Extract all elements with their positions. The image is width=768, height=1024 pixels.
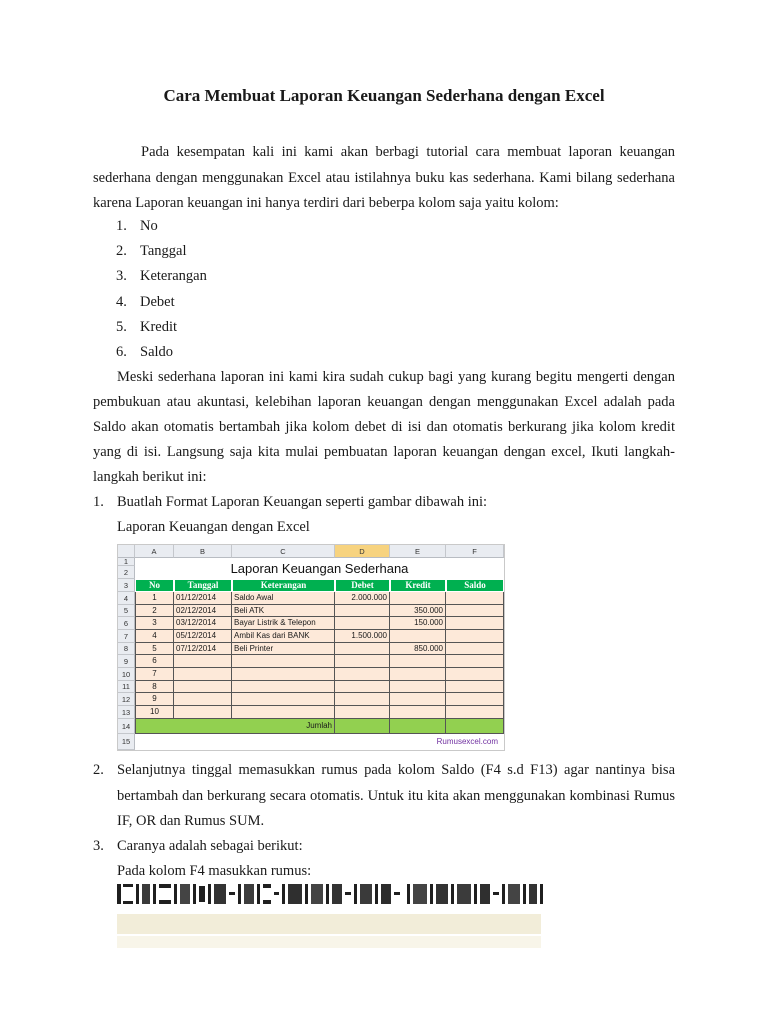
- table-cell[interactable]: [446, 617, 504, 630]
- column-header-c[interactable]: C: [232, 545, 335, 558]
- row-header[interactable]: 15: [118, 734, 135, 750]
- table-cell[interactable]: 350.000: [390, 605, 446, 617]
- row-header[interactable]: 8: [118, 643, 135, 655]
- table-cell[interactable]: [174, 706, 232, 719]
- step-text: Caranya adalah sebagai berikut:: [117, 838, 303, 854]
- table-cell[interactable]: [335, 617, 390, 630]
- table-cell[interactable]: 850.000: [390, 643, 446, 655]
- step-text: Buatlah Format Laporan Keuangan seperti gambar dibawah ini:: [117, 494, 488, 510]
- list-number: 6.: [116, 343, 127, 360]
- table-cell[interactable]: 1.500.000: [335, 630, 390, 643]
- intro-paragraph: Pada kesempatan kali ini kami akan berbagi tutorial cara membuat laporan keuangan sederhana dengan menggunakan Excel atau istilahnya buku kas sederhana. Kami bilang sederhana karena Laporan keuangan ini hanya terdiri dari beberpa kolom saja yaitu kolom:: [93, 144, 675, 211]
- row-header[interactable]: 12: [118, 693, 135, 706]
- table-cell[interactable]: [335, 693, 390, 706]
- row-header[interactable]: 9: [118, 655, 135, 668]
- table-cell[interactable]: 2: [135, 605, 174, 617]
- table-cell[interactable]: [390, 693, 446, 706]
- row-header[interactable]: 3: [118, 579, 135, 592]
- formula-intro-text: Pada kolom F4 masukkan rumus:: [117, 863, 312, 879]
- jumlah-value-cell[interactable]: [446, 719, 504, 734]
- table-cell[interactable]: 05/12/2014: [174, 630, 232, 643]
- list-label: Saldo: [140, 343, 174, 360]
- table-cell[interactable]: 5: [135, 643, 174, 655]
- list-label: No: [140, 218, 158, 234]
- table-header-cell[interactable]: Saldo: [446, 579, 504, 592]
- row-header[interactable]: 10: [118, 668, 135, 681]
- table-cell[interactable]: [446, 706, 504, 719]
- table-cell[interactable]: [390, 655, 446, 668]
- step-number: 2.: [93, 762, 104, 778]
- table-header-cell[interactable]: No: [135, 579, 174, 592]
- table-header-cell[interactable]: Keterangan: [232, 579, 335, 592]
- table-cell[interactable]: [335, 643, 390, 655]
- table-cell[interactable]: [174, 668, 232, 681]
- table-cell[interactable]: Beli Printer: [232, 643, 335, 655]
- spreadsheet-image: [117, 544, 505, 751]
- row-header[interactable]: 4: [118, 592, 135, 605]
- jumlah-value-cell[interactable]: [335, 719, 390, 734]
- table-cell[interactable]: [335, 681, 390, 693]
- table-cell[interactable]: [446, 693, 504, 706]
- table-cell[interactable]: 10: [135, 706, 174, 719]
- list-number: 2.: [116, 243, 127, 260]
- table-cell[interactable]: [446, 605, 504, 617]
- row-header[interactable]: 14: [118, 719, 135, 734]
- table-cell[interactable]: [446, 643, 504, 655]
- table-cell[interactable]: [232, 681, 335, 693]
- step-number: 1.: [93, 494, 104, 510]
- list-label: Tanggal: [140, 243, 187, 260]
- table-cell[interactable]: [335, 668, 390, 681]
- list-number: 4.: [116, 293, 127, 310]
- document-title: Cara Membuat Laporan Keuangan Sederhana dengan Excel: [163, 86, 605, 105]
- table-cell[interactable]: 9: [135, 693, 174, 706]
- list-label: Keterangan: [140, 268, 207, 285]
- row-header[interactable]: 1: [118, 558, 135, 566]
- figure-caption: Laporan Keuangan dengan Excel: [117, 519, 310, 535]
- step-1: [93, 490, 675, 515]
- table-cell[interactable]: [446, 668, 504, 681]
- row-header[interactable]: 2: [118, 566, 135, 579]
- table-cell[interactable]: [174, 655, 232, 668]
- list-label: Kredit: [140, 318, 178, 335]
- table-cell[interactable]: Bayar Listrik & Telepon: [232, 617, 335, 630]
- table-cell[interactable]: [232, 655, 335, 668]
- list-label: Debet: [140, 293, 175, 310]
- table-cell[interactable]: [232, 668, 335, 681]
- table-cell[interactable]: 02/12/2014: [174, 605, 232, 617]
- step-number: 3.: [93, 838, 104, 854]
- table-cell[interactable]: [390, 681, 446, 693]
- table-cell[interactable]: 4: [135, 630, 174, 643]
- row-header[interactable]: 11: [118, 681, 135, 693]
- sheet-title: Laporan Keuangan Sederhana: [230, 561, 409, 576]
- table-cell[interactable]: Ambil Kas dari BANK: [232, 630, 335, 643]
- table-header-cell[interactable]: Tanggal: [174, 579, 232, 592]
- table-cell[interactable]: 8: [135, 681, 174, 693]
- jumlah-value-cell[interactable]: [390, 719, 446, 734]
- table-cell[interactable]: [390, 668, 446, 681]
- table-cell[interactable]: 6: [135, 655, 174, 668]
- table-cell[interactable]: [390, 592, 446, 605]
- list-number: 3.: [116, 268, 127, 285]
- table-cell[interactable]: [174, 681, 232, 693]
- table-cell[interactable]: Beli ATK: [232, 605, 335, 617]
- column-header-a[interactable]: A: [135, 545, 174, 558]
- table-cell[interactable]: [446, 592, 504, 605]
- column-header-d[interactable]: D: [335, 545, 390, 558]
- table-cell[interactable]: 07/12/2014: [174, 643, 232, 655]
- step-text: Selanjutnya tinggal memasukkan rumus pada kolom Saldo (F4 s.d F13) agar nantinya bisa bertambah dan berkurang secara otomatis. Untuk itu kita akan menggunakan kombinasi Rumus IF, OR dan Rumus SUM.: [117, 762, 675, 829]
- table-cell[interactable]: [446, 655, 504, 668]
- step-2: [93, 758, 675, 835]
- table-cell[interactable]: Saldo Awal: [232, 592, 335, 605]
- row-header[interactable]: 5: [118, 605, 135, 617]
- table-header-cell[interactable]: Debet: [335, 579, 390, 592]
- column-header-f[interactable]: F: [446, 545, 504, 558]
- row-header[interactable]: 13: [118, 706, 135, 719]
- table-cell[interactable]: [390, 706, 446, 719]
- table-cell[interactable]: 150.000: [390, 617, 446, 630]
- row-header[interactable]: 7: [118, 630, 135, 643]
- list-number: 1.: [116, 218, 127, 234]
- table-cell[interactable]: 1: [135, 592, 174, 605]
- list-number: 5.: [116, 318, 127, 335]
- column-header-b[interactable]: B: [174, 545, 232, 558]
- table-cell[interactable]: 7: [135, 668, 174, 681]
- table-cell[interactable]: 03/12/2014: [174, 617, 232, 630]
- row-header[interactable]: 6: [118, 617, 135, 630]
- table-cell[interactable]: [390, 630, 446, 643]
- step-3: [93, 834, 675, 859]
- source-credit: Rumusexcel.com: [436, 737, 498, 746]
- column-header-e[interactable]: E: [390, 545, 446, 558]
- jumlah-label-cell[interactable]: Jumlah: [135, 719, 335, 734]
- table-cell[interactable]: [446, 681, 504, 693]
- table-cell[interactable]: 2.000.000: [335, 592, 390, 605]
- table-cell[interactable]: [446, 630, 504, 643]
- body-paragraph: Meski sederhana laporan ini kami kira sudah cukup bagi yang kurang begitu mengerti dengan pembukuan atau akuntasi, kelebihan laporan keuangan dengan menggunakan Excel adalah pada Saldo akan otomatis bertambah jika kolom debet di isi dan otomatis berkurang jika kolom kredit yang di isi. Langsung saja kita mulai pembuatan laporan keuangan dengan excel, Ikuti langkah-langkah berikut ini:: [93, 369, 675, 485]
- table-cell[interactable]: [335, 655, 390, 668]
- table-cell[interactable]: [335, 605, 390, 617]
- table-cell[interactable]: [174, 693, 232, 706]
- table-cell[interactable]: 3: [135, 617, 174, 630]
- table-cell[interactable]: [232, 706, 335, 719]
- table-cell[interactable]: [232, 693, 335, 706]
- table-cell[interactable]: [335, 706, 390, 719]
- table-cell[interactable]: 01/12/2014: [174, 592, 232, 605]
- table-header-cell[interactable]: Kredit: [390, 579, 446, 592]
- blurred-formula-image: [117, 880, 543, 950]
